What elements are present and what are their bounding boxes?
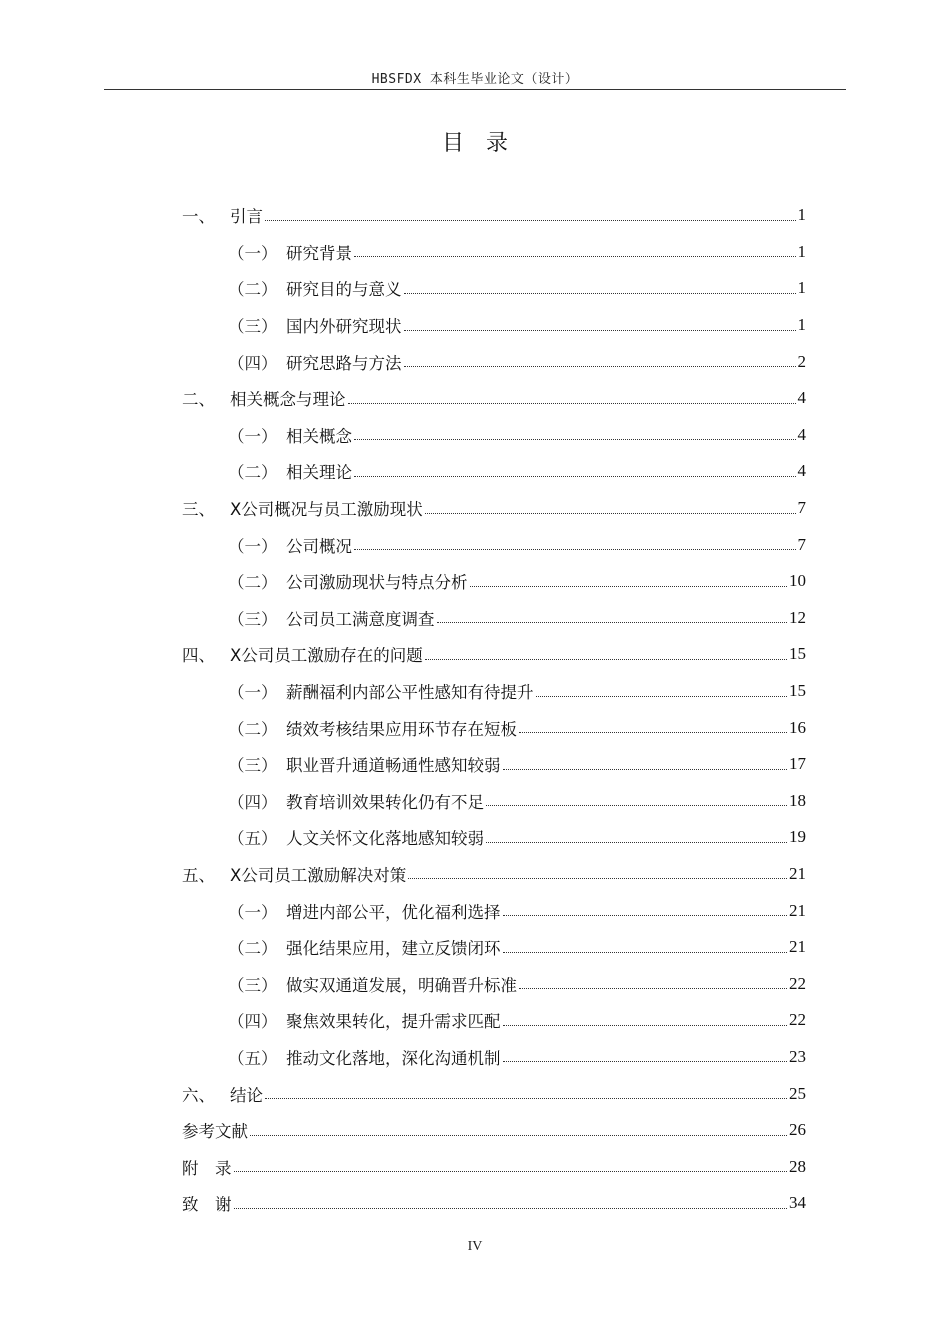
toc-entry-number: （二） — [228, 280, 278, 300]
toc-entry-page: 15 — [789, 681, 806, 701]
toc-entry-page: 28 — [789, 1156, 806, 1176]
toc-entry-number: （三） — [228, 756, 278, 776]
toc-entry-number: （四） — [228, 1012, 278, 1032]
toc-entry-page: 4 — [797, 424, 806, 444]
dot-leader — [234, 1155, 788, 1172]
dot-leader — [503, 936, 788, 953]
toc-entry-section[interactable] — [182, 563, 806, 600]
toc-entry-title: 公司概况 — [286, 536, 352, 556]
toc-entry-title: 强化结果应用，建立反馈闭环 — [286, 939, 501, 959]
toc-entry-page: 22 — [789, 973, 806, 993]
dot-leader — [486, 789, 787, 806]
toc-entry-chapter[interactable] — [182, 1148, 806, 1185]
dot-leader — [404, 277, 796, 294]
toc-entry-title: 研究思路与方法 — [286, 353, 402, 373]
toc-entry-page: 15 — [789, 644, 806, 664]
toc-entry-number: （四） — [228, 353, 278, 373]
toc-entry-number: （二） — [228, 573, 278, 593]
toc-entry-chapter[interactable] — [182, 490, 806, 527]
dot-leader — [536, 680, 788, 697]
toc-entry-chapter[interactable] — [182, 380, 806, 417]
toc-entry-page: 16 — [789, 717, 806, 737]
toc-entry-section[interactable] — [182, 417, 806, 454]
toc-entry-page: 4 — [797, 388, 806, 408]
header-rule — [104, 89, 846, 90]
toc-entry-title: 国内外研究现状 — [286, 317, 402, 337]
toc-entry-title: 薪酬福利内部公平性感知有待提升 — [286, 683, 534, 703]
toc-entry-number: 三、 — [182, 500, 215, 520]
toc-entry-number: （一） — [228, 536, 278, 556]
toc-entry-title: 相关概念 — [286, 426, 352, 446]
toc-entry-section[interactable] — [182, 819, 806, 856]
dot-leader — [234, 1192, 788, 1209]
toc-entry-number: （四） — [228, 792, 278, 812]
toc-entry-section[interactable] — [182, 453, 806, 490]
toc-entry-page: 1 — [797, 278, 806, 298]
toc-entry-section[interactable] — [182, 1039, 806, 1076]
dot-leader — [503, 1009, 788, 1026]
dot-leader — [425, 497, 796, 514]
toc-entry-section[interactable] — [182, 709, 806, 746]
toc-entry-page: 21 — [789, 863, 806, 883]
toc-entry-number: （五） — [228, 1048, 278, 1068]
toc-entry-chapter[interactable] — [182, 856, 806, 893]
toc-entry-title: 做实双通道发展，明确晋升标准 — [286, 975, 517, 995]
dot-leader — [503, 899, 788, 916]
toc-entry-page: 17 — [789, 754, 806, 774]
dot-leader — [404, 314, 796, 331]
dot-leader — [354, 240, 796, 257]
toc-entry-number: （三） — [228, 609, 278, 629]
dot-leader — [486, 826, 787, 843]
dot-leader — [408, 862, 787, 879]
toc-entry-number: 一、 — [182, 207, 215, 227]
toc-entry-section[interactable] — [182, 526, 806, 563]
toc-entry-title: 增进内部公平，优化福利选择 — [286, 902, 501, 922]
dot-leader — [265, 1082, 787, 1099]
toc-entry-title: 推动文化落地，深化沟通机制 — [286, 1048, 501, 1068]
dot-leader — [250, 1119, 787, 1136]
toc-entry-page: 1 — [797, 241, 806, 261]
toc-entry-page: 22 — [789, 1010, 806, 1030]
toc-entry-section[interactable] — [182, 746, 806, 783]
dot-leader — [470, 570, 788, 587]
toc-entry-number: （一） — [228, 426, 278, 446]
toc-entry-title: 教育培训效果转化仍有不足 — [286, 792, 484, 812]
toc-entry-title: 参考文献 — [182, 1122, 248, 1142]
toc-entry-section[interactable] — [182, 600, 806, 637]
running-header: HBSFDX 本科生毕业论文（设计） — [371, 72, 579, 87]
toc-entry-number: 五、 — [182, 865, 215, 885]
toc-entry-number: （一） — [228, 243, 278, 263]
toc-entry-number: （一） — [228, 683, 278, 703]
toc-entry-number: 二、 — [182, 390, 215, 410]
toc-entry-title: X公司员工激励解决对策 — [230, 865, 407, 885]
toc-entry-chapter[interactable] — [182, 1112, 806, 1149]
toc-entry-section[interactable] — [182, 1002, 806, 1039]
dot-leader — [503, 753, 788, 770]
toc-entry-title: 人文关怀文化落地感知较弱 — [286, 829, 484, 849]
toc-entry-section[interactable] — [182, 343, 806, 380]
toc-entry-page: 12 — [789, 607, 806, 627]
table-of-contents — [182, 197, 806, 1222]
toc-entry-section[interactable] — [182, 307, 806, 344]
toc-entry-page: 25 — [789, 1083, 806, 1103]
toc-entry-chapter[interactable] — [182, 636, 806, 673]
dot-leader — [348, 387, 796, 404]
toc-entry-title: 公司激励现状与特点分析 — [286, 573, 468, 593]
toc-entry-page: 4 — [797, 461, 806, 481]
dot-leader — [503, 1045, 788, 1062]
toc-title: 目录 — [441, 131, 530, 156]
toc-entry-number: （二） — [228, 719, 278, 739]
dot-leader — [437, 606, 788, 623]
toc-entry-title: 公司员工满意度调查 — [286, 609, 435, 629]
dot-leader — [404, 350, 796, 367]
toc-entry-page: 1 — [797, 205, 806, 225]
toc-entry-title: 研究背景 — [286, 243, 352, 263]
toc-entry-page: 18 — [789, 790, 806, 810]
toc-entry-number: 六、 — [182, 1085, 215, 1105]
toc-entry-section[interactable] — [182, 929, 806, 966]
toc-entry-title: 职业晋升通道畅通性感知较弱 — [286, 756, 501, 776]
toc-entry-section[interactable] — [182, 783, 806, 820]
toc-entry-page: 26 — [789, 1120, 806, 1140]
toc-entry-page: 21 — [789, 937, 806, 957]
dot-leader — [354, 460, 796, 477]
toc-entry-title: 结论 — [230, 1085, 263, 1105]
toc-entry-page: 21 — [789, 900, 806, 920]
toc-entry-title: 聚焦效果转化，提升需求匹配 — [286, 1012, 501, 1032]
toc-entry-title: 附 录 — [182, 1158, 232, 1178]
toc-entry-title: 相关理论 — [286, 463, 352, 483]
toc-entry-page: 7 — [797, 534, 806, 554]
dot-leader — [519, 972, 787, 989]
toc-entry-number: （二） — [228, 939, 278, 959]
toc-entry-page: 34 — [789, 1193, 806, 1213]
toc-entry-number: 四、 — [182, 646, 215, 666]
toc-entry-page: 19 — [789, 827, 806, 847]
toc-entry-chapter[interactable] — [182, 1185, 806, 1222]
toc-entry-number: （二） — [228, 463, 278, 483]
page-number: IV — [467, 1239, 483, 1254]
toc-entry-number: （三） — [228, 975, 278, 995]
toc-entry-section[interactable] — [182, 234, 806, 271]
toc-entry-number: （三） — [228, 317, 278, 337]
toc-entry-title: 致 谢 — [182, 1195, 232, 1215]
dot-leader — [354, 533, 796, 550]
toc-entry-title: 绩效考核结果应用环节存在短板 — [286, 719, 517, 739]
toc-entry-chapter[interactable] — [182, 197, 806, 234]
toc-entry-section[interactable] — [182, 270, 806, 307]
toc-entry-title: 相关概念与理论 — [230, 390, 346, 410]
toc-entry-page: 10 — [789, 571, 806, 591]
toc-entry-page: 2 — [797, 351, 806, 371]
toc-entry-page: 7 — [797, 498, 806, 518]
toc-entry-title: 研究目的与意义 — [286, 280, 402, 300]
toc-entry-title: X公司概况与员工激励现状 — [230, 500, 423, 520]
toc-entry-section[interactable] — [182, 673, 806, 710]
toc-entry-section[interactable] — [182, 892, 806, 929]
toc-entry-title: X公司员工激励存在的问题 — [230, 646, 423, 666]
dot-leader — [425, 643, 787, 660]
toc-entry-page: 23 — [789, 1046, 806, 1066]
dot-leader — [354, 423, 796, 440]
toc-entry-title: 引言 — [230, 207, 263, 227]
toc-entry-chapter[interactable] — [182, 1075, 806, 1112]
toc-entry-number: （五） — [228, 829, 278, 849]
toc-entry-number: （一） — [228, 902, 278, 922]
dot-leader — [519, 716, 787, 733]
toc-entry-section[interactable] — [182, 965, 806, 1002]
toc-entry-page: 1 — [797, 315, 806, 335]
dot-leader — [265, 204, 796, 221]
